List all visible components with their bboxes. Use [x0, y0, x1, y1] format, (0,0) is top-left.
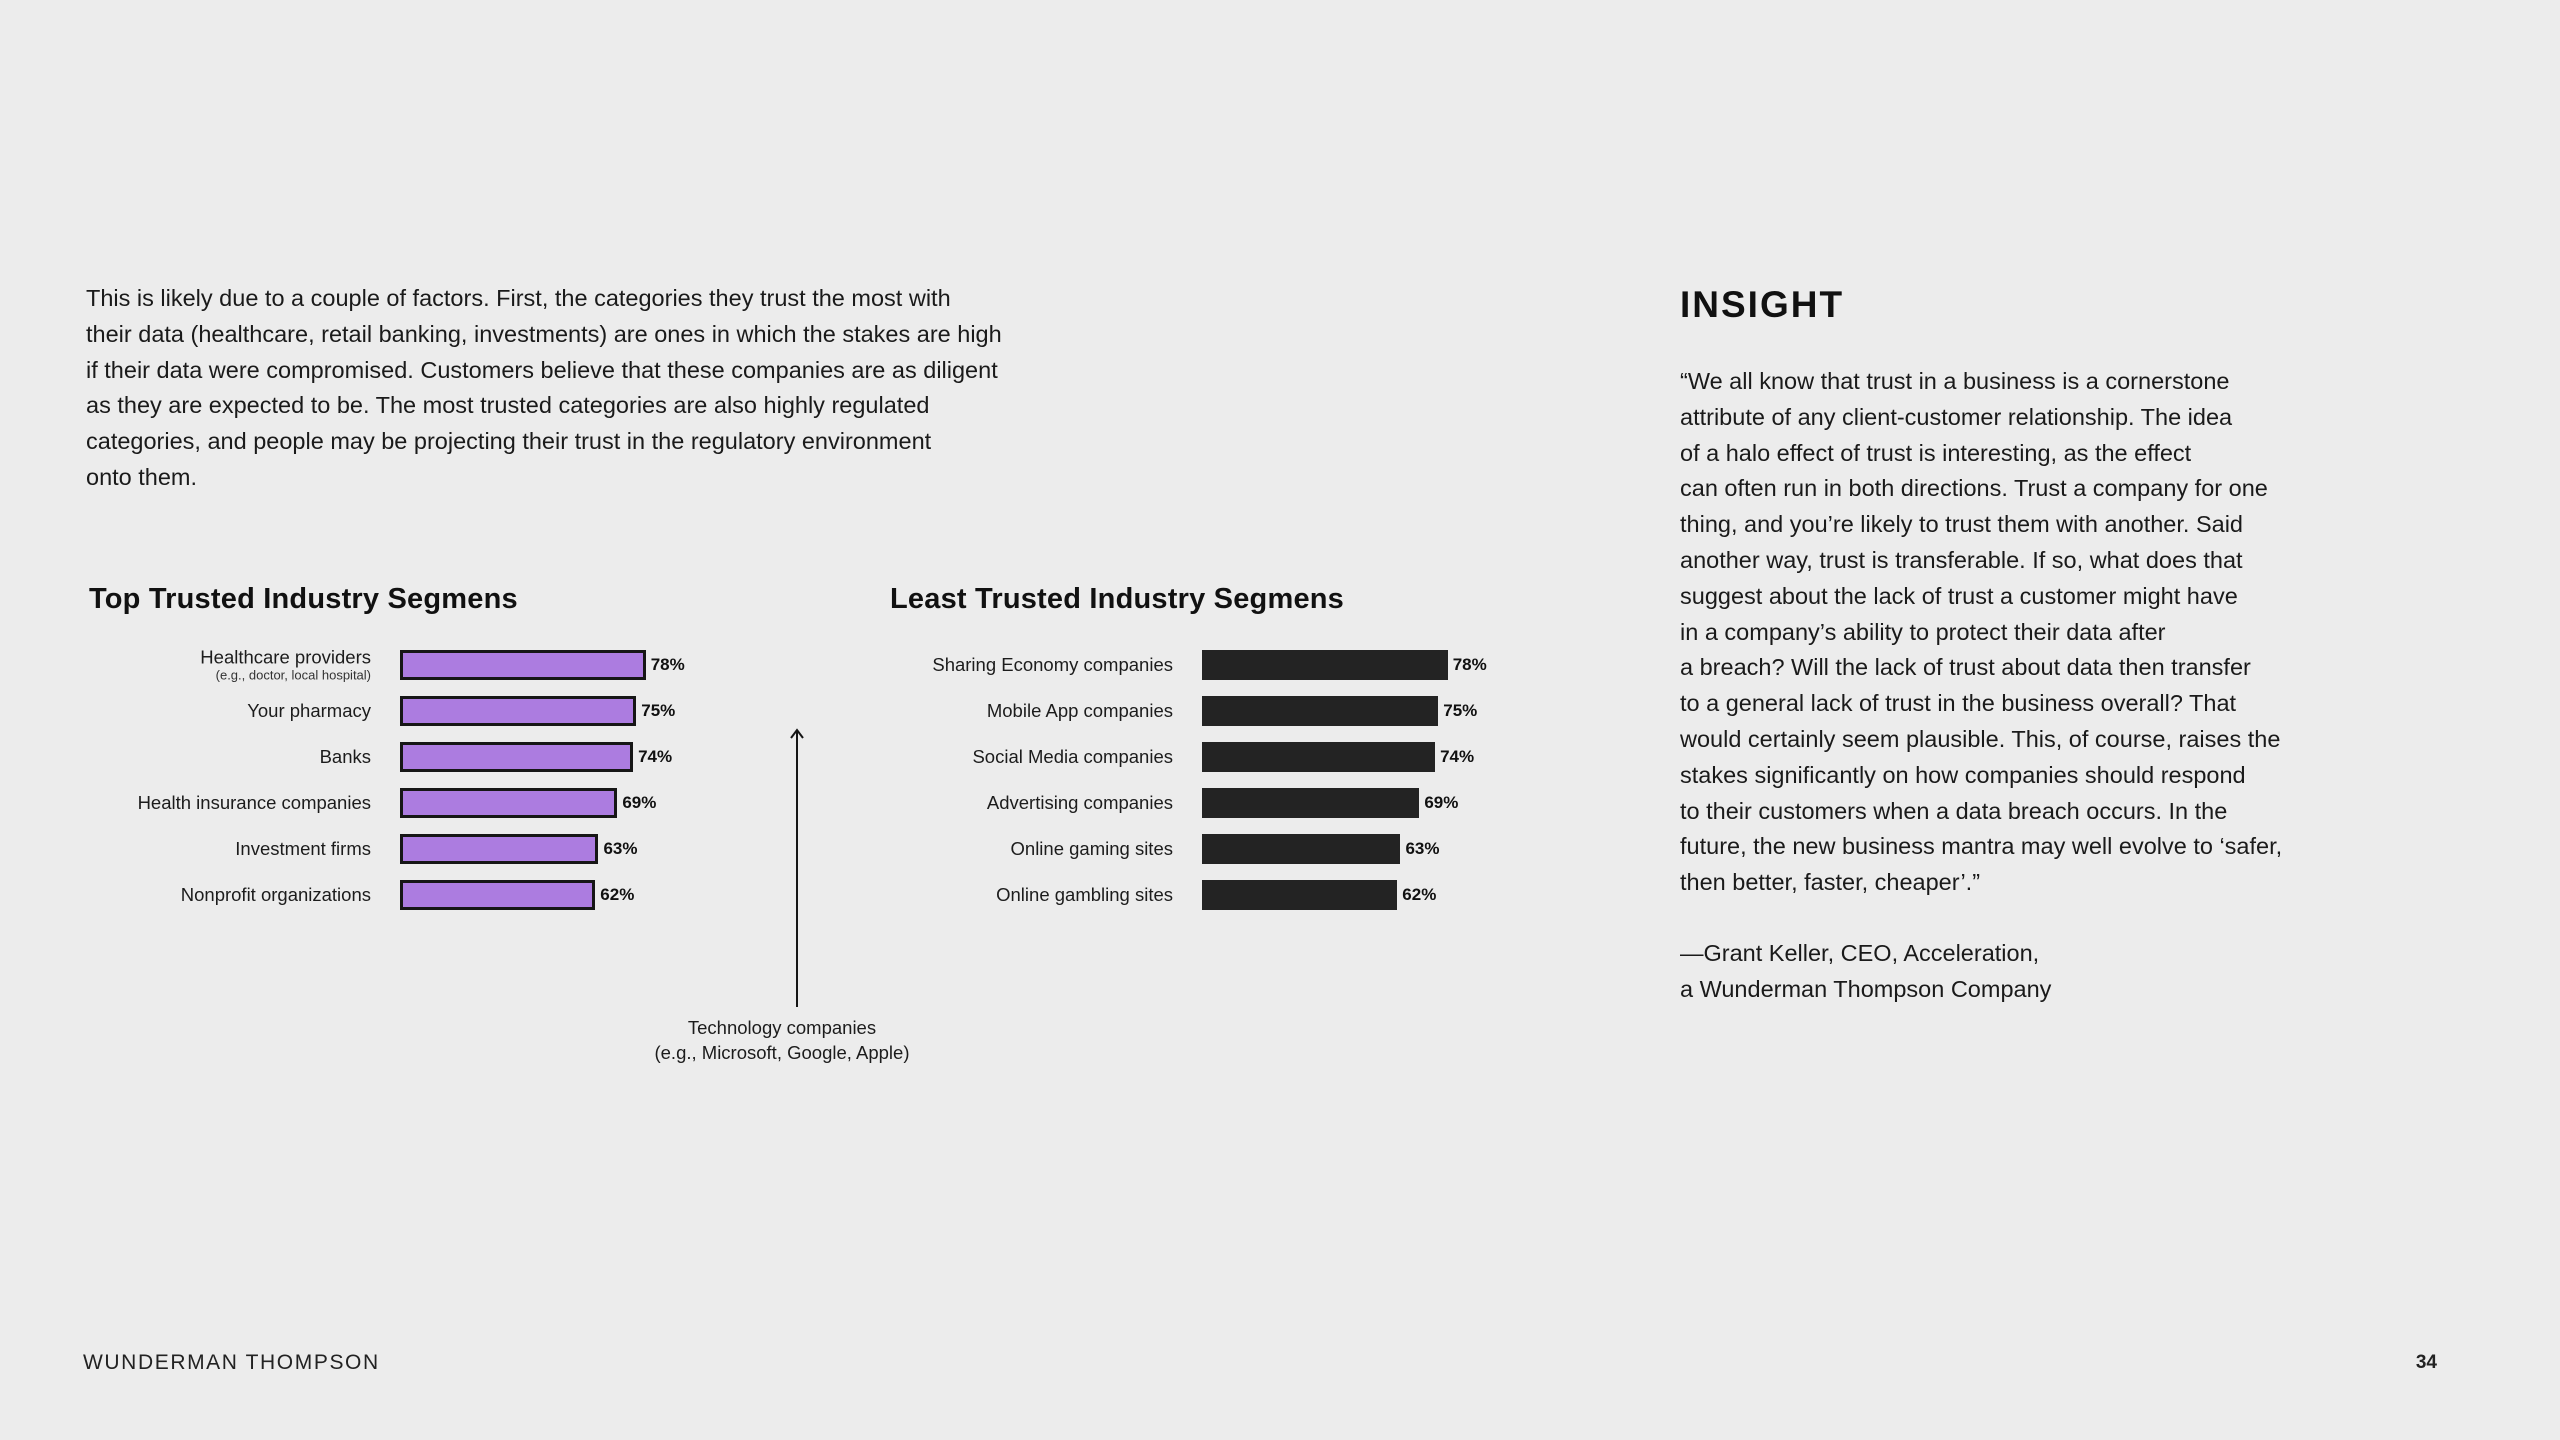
category-name: Banks — [319, 746, 371, 767]
quote-attribution: —Grant Keller, CEO, Acceleration, a Wunderman Thompson Company — [1680, 940, 2052, 1002]
bar — [1202, 880, 1397, 910]
category-name: Sharing Economy companies — [932, 654, 1173, 675]
bar — [1202, 696, 1438, 726]
category-name: Healthcare providers — [200, 646, 371, 668]
category-label — [235, 839, 371, 859]
bar — [1202, 650, 1448, 680]
annotation-line-2: (e.g., Microsoft, Google, Apple) — [654, 1042, 910, 1063]
category-name: Health insurance companies — [137, 792, 371, 813]
category-label — [320, 747, 371, 767]
category-label — [181, 885, 371, 905]
bar — [400, 742, 633, 772]
category-label — [932, 655, 1173, 675]
category-name: Mobile App companies — [986, 700, 1173, 721]
value-label: 62% — [1402, 885, 1437, 904]
insight-heading: INSIGHT — [1680, 284, 1845, 325]
category-label — [1011, 839, 1173, 859]
value-label: 78% — [1452, 655, 1487, 674]
category-label — [972, 747, 1173, 767]
category-name: Your pharmacy — [247, 700, 371, 721]
category-label — [247, 701, 371, 721]
value-label: 69% — [622, 793, 657, 812]
bar — [400, 696, 636, 726]
top-trusted-chart-title: Top Trusted Industry Segmens — [89, 583, 518, 615]
category-label — [138, 793, 371, 813]
category-name: Online gaming sites — [1010, 838, 1173, 859]
value-label: 75% — [1443, 701, 1478, 720]
value-label: 63% — [1405, 839, 1440, 858]
value-label: 62% — [600, 885, 635, 904]
bar — [400, 788, 617, 818]
value-label: 63% — [603, 839, 638, 858]
insight-quote: “We all know that trust in a business is a cornerstone attribute of any client-customer relationship. The idea of a halo effect of trust is interesting, as the effect can often run in both directions. Trust a company for one thing, and you’re likely to trust them with another. Said another way, trust is transferable. If so, what does that suggest about the lack of trust a customer might have in a company’s ability to protect their data after a breach? Will the lack of trust about data then transfer to a general lack of trust in the business overall? That would certainly seem plausible. This, of course, raises the stakes significantly on how companies should respond to their customers when a data breach occurs. In the future, the new business mantra may well evolve to ‘safer, then better, faster, cheaper’.” — [1680, 368, 2283, 896]
bar — [400, 834, 598, 864]
category-label — [200, 648, 371, 683]
category-name: Social Media companies — [972, 746, 1173, 767]
category-name: Advertising companies — [986, 792, 1173, 813]
value-label: 74% — [638, 747, 673, 766]
footer-brand: WUNDERMAN THOMPSON — [83, 1351, 380, 1374]
category-name: Nonprofit organizations — [180, 884, 371, 905]
page-number: 34 — [2415, 1352, 2437, 1373]
category-name: Investment firms — [235, 838, 371, 859]
value-label: 69% — [1424, 793, 1459, 812]
value-label: 75% — [641, 701, 676, 720]
annotation-line-1: Technology companies — [687, 1017, 877, 1038]
category-note: (e.g., doctor, local hospital) — [215, 667, 371, 683]
bar — [1202, 834, 1400, 864]
category-label — [987, 701, 1173, 721]
technology-companies-annotation — [582, 1015, 982, 1065]
intro-paragraph: This is likely due to a couple of factors. First, the categories they trust the most with their data (healthcare, retail banking, investments) are ones in which the stakes are high if their data were compromised. Customers believe that these companies are as diligent as they are expected to be. The most trusted categories are also highly regulated categories, and people may be projecting their trust in the regulatory environment onto them. — [86, 285, 1002, 490]
value-label: 78% — [650, 655, 685, 674]
least-trusted-chart-title: Least Trusted Industry Segmens — [890, 583, 1345, 615]
bar — [1202, 742, 1435, 772]
category-label — [987, 793, 1173, 813]
category-name: Online gambling sites — [996, 884, 1173, 905]
category-label — [996, 885, 1173, 905]
bar — [1202, 788, 1419, 818]
up-arrow-icon — [790, 728, 804, 1008]
bar — [400, 650, 646, 680]
value-label: 74% — [1440, 747, 1475, 766]
bar — [400, 880, 595, 910]
